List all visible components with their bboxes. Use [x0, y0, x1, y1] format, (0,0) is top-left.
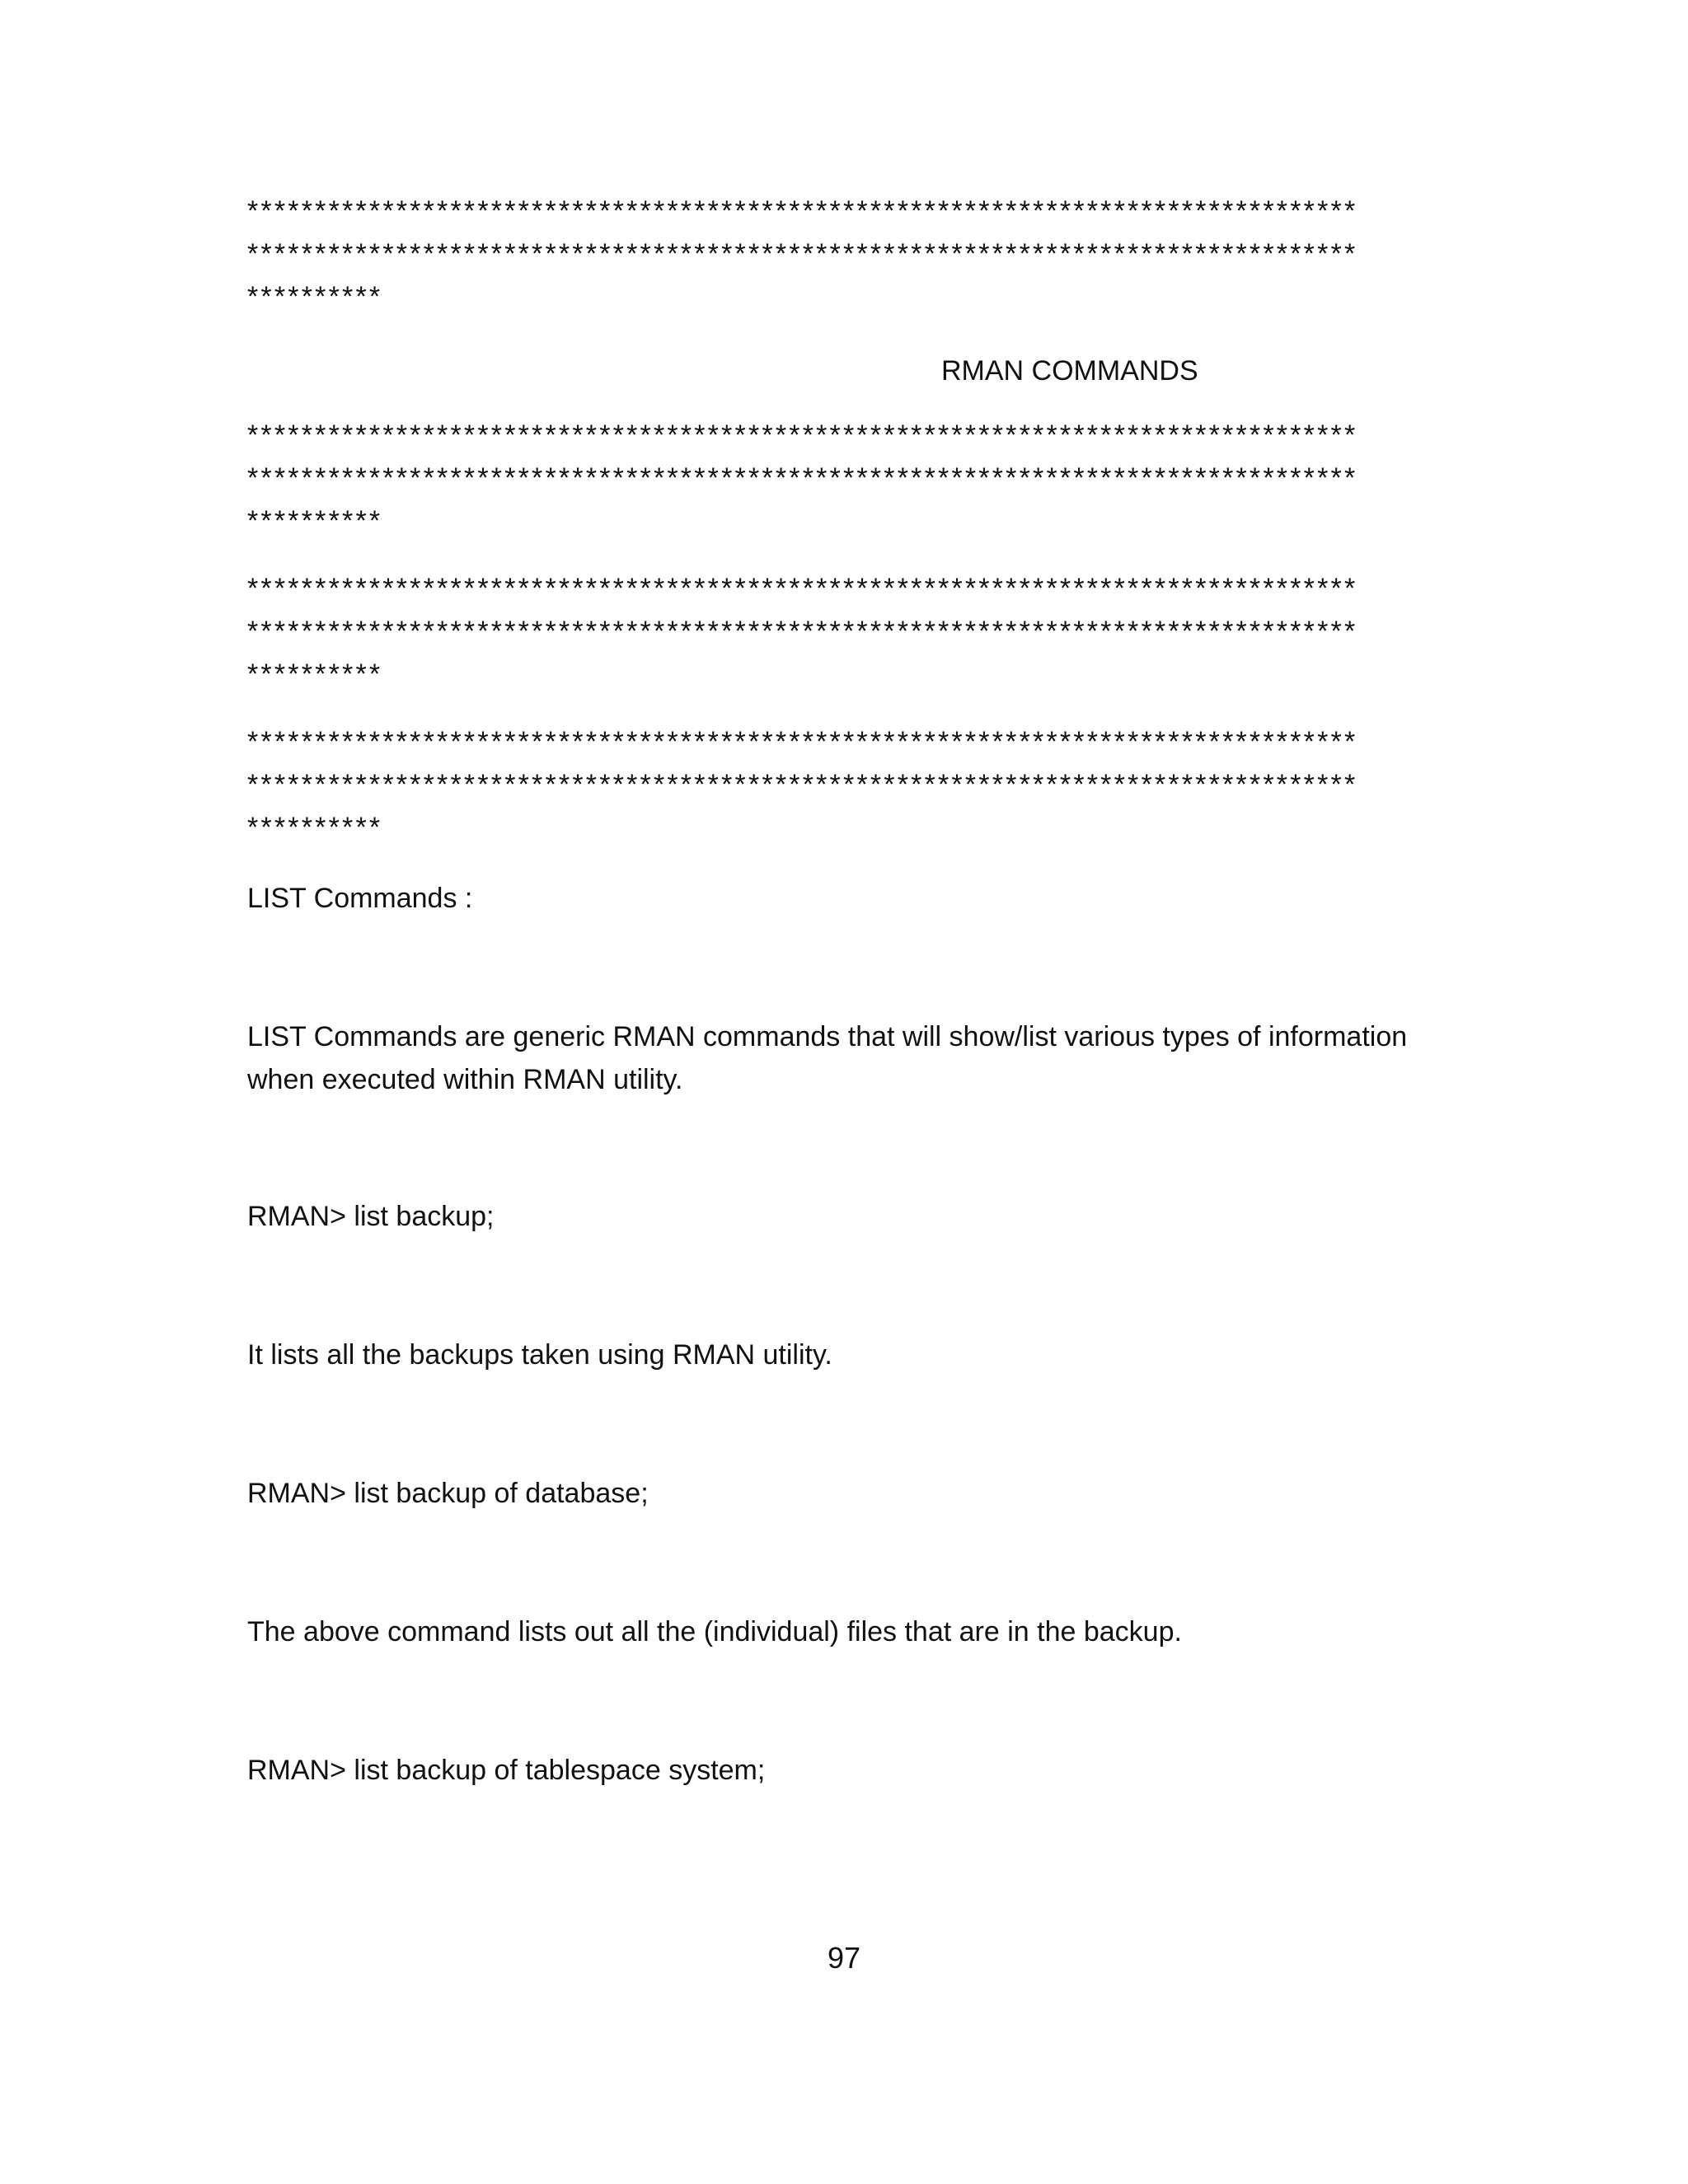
star-divider-line: ********** — [247, 812, 383, 843]
star-divider-line: ********************************************************************************** — [247, 769, 1358, 800]
intro-paragraph: LIST Commands are generic RMAN commands that will show/list various types of information when executed within RMAN utility. — [247, 1021, 1408, 1095]
star-divider-line: ********** — [247, 658, 383, 690]
star-divider-line: ********** — [247, 505, 383, 537]
command-line: RMAN> list backup of database; — [247, 1478, 649, 1509]
section-heading: LIST Commands : — [247, 883, 473, 914]
command-line: RMAN> list backup; — [247, 1201, 495, 1232]
star-divider-line: ********************************************************************************** — [247, 238, 1358, 269]
star-divider-line: ********** — [247, 281, 383, 312]
page-number: 97 — [827, 1941, 861, 1975]
page-title: RMAN COMMANDS — [941, 355, 1198, 387]
command-line: RMAN> list backup of tablespace system; — [247, 1755, 766, 1786]
star-divider-line: ********************************************************************************** — [247, 462, 1358, 494]
star-divider-line: ********************************************************************************** — [247, 419, 1358, 451]
star-divider-line: ********************************************************************************** — [247, 573, 1358, 604]
star-divider-line: ********************************************************************************** — [247, 616, 1358, 647]
star-divider-line: ********************************************************************************** — [247, 195, 1358, 227]
star-divider-line: ********************************************************************************** — [247, 726, 1358, 757]
description-paragraph: It lists all the backups taken using RMAN utility. — [247, 1339, 832, 1371]
description-paragraph: The above command lists out all the (individual) files that are in the backup. — [247, 1616, 1182, 1647]
